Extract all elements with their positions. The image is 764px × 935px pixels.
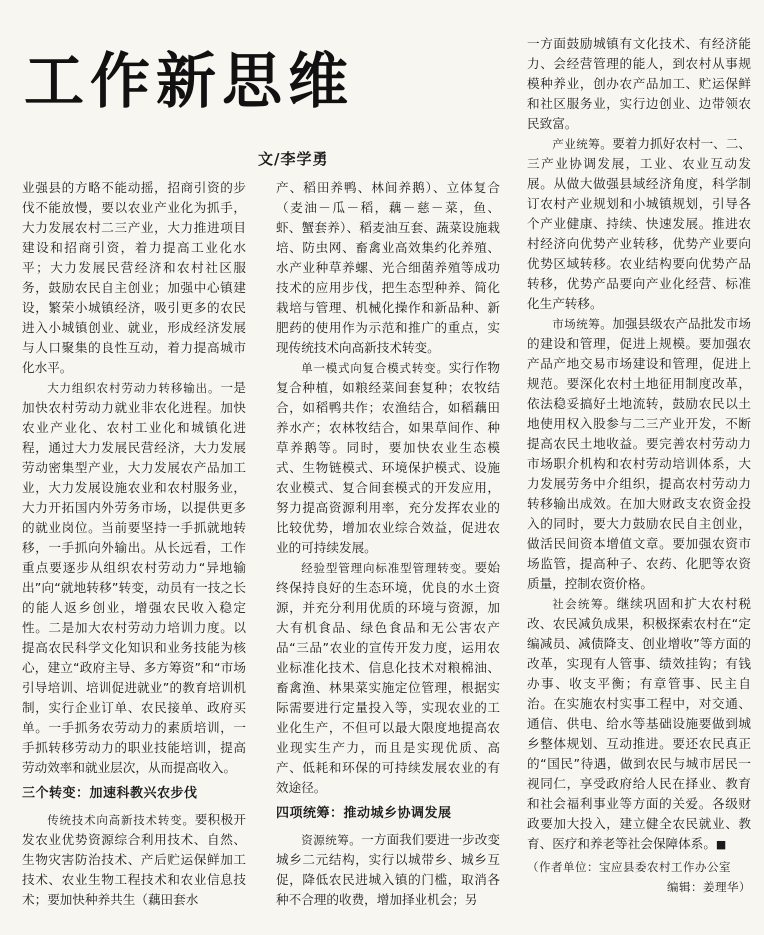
paragraph-text: 继续巩固和扩大农村税改、农民减负成果，积极探索农村在“定编减员、减债降支、创业增收”等方面的改革，实现有人管事、绩效挂钩；有钱办事、收支平衡；有章管事、民主自治。在实施农村实事工程中，对交通、通信、供电、给水等基础设施要做到城乡整体规划、互动推进。要还农民真正的“国民”待遇，做到农民与城市居民一视同仁，享受政府给人民在择业、教育和社会福利事业等方面的关爱。各级财政要加大投入，建立健全农民就业、教育、医疗和养老等社会保障体系。 (527, 596, 752, 851)
subheading: 传统技术向高新技术转变。 (47, 813, 195, 827)
paragraph: 业强县的方略不能动摇，招商引资的步伐不能放慢，要以农业产业化为抓手，大力发展农村二三产业，大力推进项目建设和招商引资，着力提高工业化水平；大力发展民营经济和农村社区服务，鼓励农民自主创业；加强中心镇建设，繁荣小城镇经济，吸引更多的农民进入小城镇创业、就业，形成经济发展与人口聚集的良性互动，着力提高城市化水平。 (22, 180, 246, 375)
paragraph-text: 一是加快农村劳动力就业非农化进程。加快农业产业化、农村工业化和城镇化进程，通过大力发展民营经济，大力发展劳动密集型产业，大力发展农产品加工业，大力发展设施农业和农村服务业，大力开拓国内外劳务市场，以提供更多的就业岗位。当前要坚持一手抓就地转移，一手抓向外输出。从长远看，工作重点要逐步从组织农村劳动力“异地输出”向“就地转移”转变，动员有一技之长的能人返乡创业，增强农民收入稳定性。二是加大农村劳动力培训力度。以提高农民科学文化知识和业务技能为核心，建立“政府主导、多方筹资”和“市场引导培训、培训促进就业”的教育培训机制，实行企业订单、农民接单、政府买单。一手抓务农劳动力的素质培训，一手抓转移劳动力的职业技能培训，提高劳动效率和就业层次，从而提高收入。 (22, 380, 246, 775)
paragraph (527, 594, 751, 855)
end-mark: ■ (715, 838, 727, 851)
subheading: 单一模式向复合模式转变。 (301, 361, 449, 375)
column-2 (276, 178, 500, 910)
paragraph (527, 314, 751, 594)
subheading: 经验型管理向标准型管理转变。 (301, 561, 475, 575)
column-3 (527, 34, 751, 897)
section-heading: 四项统筹：推动城乡协调发展 (276, 806, 452, 821)
article-title: 工作新思维 (24, 47, 354, 117)
paragraph-text: 要始终保持良好的生态环境，优良的水土资源，并充分利用优质的环境与资源，加大有机食品、绿色食品和无公害农产品“三品”农业的宣传开发力度，运用农业标准化技术、信息化技术对粮棉油、畜禽渔、林果菜实施定位管理，根据实际需要进行定量投入等，实现农业的工业化生产，不但可以最大限度地提高农业现实生产力，而且是实现优质、高产、低耗和环保的可持续发展农业的有效途径。 (276, 560, 500, 795)
paragraph-text: 加强县级农产品批发市场的建设和管理，促进上规模。要加强农产品产地交易市场建设和管理，促进上规范。要深化农村土地征用制度改革，依法稳妥搞好土地流转，鼓励农民以土地使用权入股参与二三产业开发，不断提高农民土地收益。要完善农村劳动力市场职介机构和农村劳动培训体系，大力发展劳务中介组织，提高农村劳动力转移输出成效。在加大财政支农资金投入的同时，要大力鼓励农民自主创业，做活民间资本增值文章。要加强农资市场监管，提高种子、农药、化肥等农资质量，控制农资价格。 (527, 316, 752, 591)
subheading: 资源统筹。 (301, 833, 362, 847)
subheading: 市场统筹。 (552, 317, 613, 331)
paragraph (22, 378, 246, 778)
paragraph (527, 134, 751, 314)
paragraph (22, 810, 246, 910)
paragraph-text: 一方面我们要进一步改变城乡二元结构，实行以城带乡、城乡互促，降低农民进城入镇的门槛，取消各种不合理的收费，增加择业机会；另 (276, 832, 501, 907)
paragraph (276, 358, 500, 558)
editor-credit: 编辑：姜理华） (667, 880, 751, 894)
subheading: 产业统筹。 (552, 137, 613, 151)
section-heading: 三个转变：加速科教兴农步伐 (22, 786, 198, 801)
article-byline: 文/李学勇 (258, 150, 329, 168)
paragraph: 产、稻田养鸭、林间养鹅）、立体复合（麦油－瓜－稻，藕－慈－菜，鱼、虾、蟹套养）、稻麦油互套、蔬菜设施栽培、防虫网、畜禽业高效集约化养殖、水产业种草养螺、光合细菌养殖等成功技术的应用步伐，把生态型种养、简化栽培与管理、机械化操作和新品种、新肥药的使用作为示范和推广的重点，实现传统技术向高新技术转变。 (276, 180, 500, 355)
subheading: 大力组织农村劳动力转移输出。 (47, 381, 221, 395)
paragraph-text: 要着力抓好农村一、二、三产业协调发展，工业、农业互动发展。从做大做强县域经济角度，科学制订农村产业规划和小城镇规划，引导各个产业健康、持续、快速发展。推进农村经济向优势产业转移，优势产业要向优势区域转移。农业结构要向优势产品转移，优势产品要向产业化经营、标准化生产转移。 (527, 136, 752, 311)
author-unit: （作者单位：宝应县委农村工作办公室 (527, 860, 731, 874)
column-1 (22, 178, 246, 910)
paragraph: 一方面鼓励城镇有文化技术、有经济能力、会经营管理的能人，到农村从事规模种养业，创办农产品加工、贮运保鲜和社区服务业，实行边创业、边带领农民致富。 (527, 36, 751, 131)
paragraph (276, 830, 500, 910)
paragraph-text: 实行作物复合种植，如粮经菜间套复种；农牧结合，如稻鸭共作；农渔结合，如稻藕田养水产；农林牧结合，如果草间作、种草养鹅等。同时，要加快农业生态模式、生物链模式、环境保护模式、设施农业模式、复合间套模式的开发应用，努力提高资源利用率，充分发挥农业的比较优势，增加农业综合效益，促进农业的可持续发展。 (276, 360, 501, 555)
paragraph (276, 558, 500, 798)
subheading: 社会统筹。 (552, 597, 617, 611)
paragraph-text: 要积极开发农业优势资源综合利用技术、自然、生物灾害防治技术、产后贮运保鲜加工技术、农业生物工程技术和农业信息技术；要加快种养共生（藕田套水 (22, 812, 247, 907)
